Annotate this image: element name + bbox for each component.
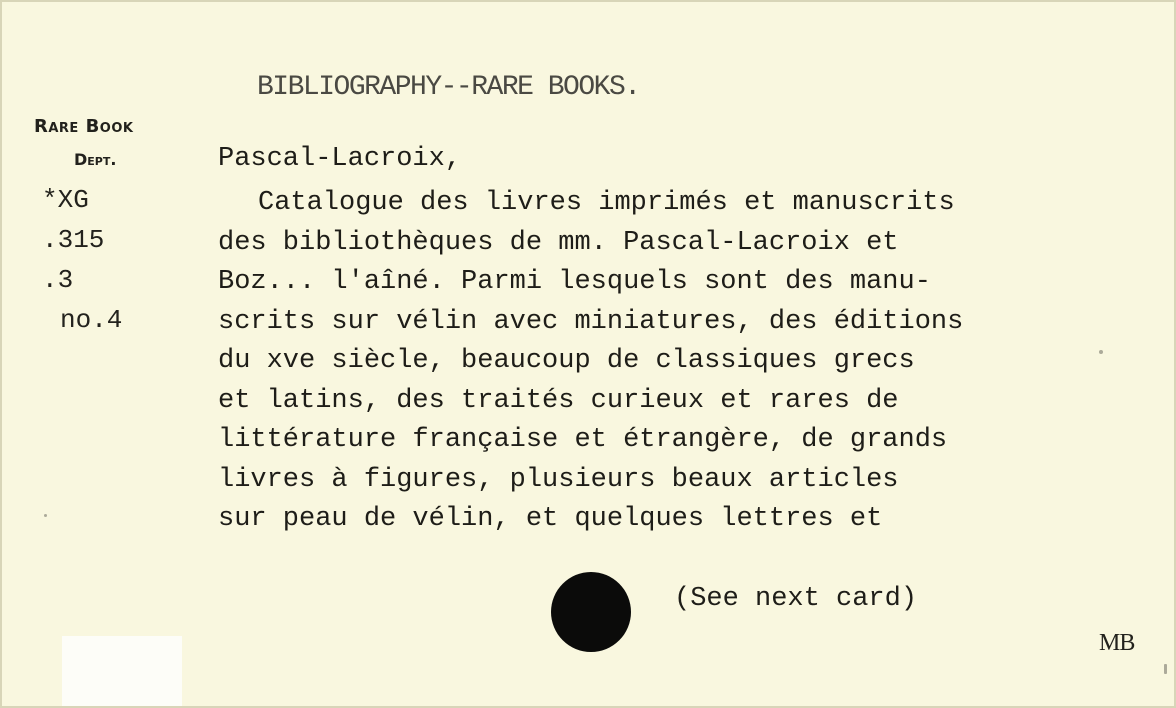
ink-speck	[44, 514, 47, 517]
description-line: et latins, des traités curieux et rares de	[218, 385, 899, 416]
description-line: sur peau de vélin, et quelques lettres et	[218, 504, 883, 534]
description-line: des bibliothèques de mm. Pascal-Lacroix et	[218, 227, 899, 258]
call-number-line: *XG	[42, 185, 89, 215]
call-number-line: .315	[42, 225, 105, 255]
label-patch	[62, 636, 182, 708]
author-entry: Pascal-Lacroix,	[218, 144, 462, 174]
description-line: scrits sur vélin avec miniatures, des éditions	[218, 306, 964, 337]
department-stamp-line1: Rare Book	[34, 116, 134, 137]
call-number-line: no.4	[60, 305, 123, 335]
punch-hole	[551, 572, 631, 652]
description-line: du xve siècle, beaucoup de classiques grecs	[218, 346, 915, 376]
ink-speck	[1164, 664, 1167, 674]
description-line: livres à figures, plusieurs beaux articles	[218, 464, 899, 495]
call-number	[42, 180, 122, 340]
catalog-description	[218, 184, 963, 540]
cataloger-initials: MB	[1099, 630, 1135, 656]
description-line: Catalogue des livres imprimés et manuscrits	[258, 188, 955, 218]
description-line: littérature française et étrangère, de grands	[218, 425, 948, 455]
department-stamp-line2: Dept.	[74, 150, 117, 169]
description-line: Boz... l'aîné. Parmi lesquels sont des manu-	[218, 267, 931, 297]
ink-speck	[1099, 350, 1103, 354]
continuation-note: (See next card)	[674, 584, 918, 614]
call-number-line: .3	[42, 265, 74, 295]
subject-heading: BIBLIOGRAPHY--RARE BOOKS.	[257, 72, 640, 103]
